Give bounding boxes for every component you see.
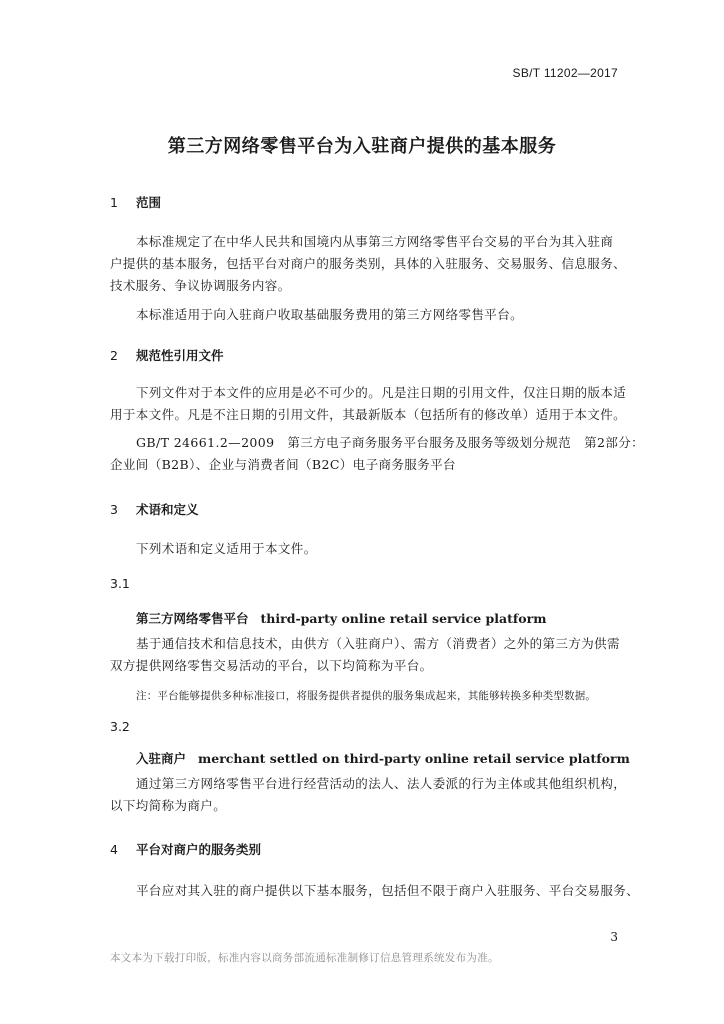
section-number: 4 bbox=[110, 842, 118, 857]
term-3-1 bbox=[136, 609, 546, 627]
term-name-zh: 入驻商户 bbox=[136, 751, 187, 766]
normative-reference bbox=[110, 432, 644, 476]
text-line: 技术服务、争议协调服务内容。 bbox=[110, 278, 291, 293]
term-3-1-number: 3.1 bbox=[110, 576, 130, 591]
term-3-2-definition bbox=[110, 773, 626, 817]
term-name-en: third-party online retail service platform bbox=[260, 611, 547, 626]
section-title: 术语和定义 bbox=[136, 502, 199, 517]
term-3-1-definition bbox=[110, 633, 620, 677]
text-line: 企业间（B2B）、企业与消费者间（B2C）电子商务服务平台 bbox=[110, 457, 456, 472]
section-3-paragraph-1: 下列术语和定义适用于本文件。 bbox=[136, 541, 317, 556]
standard-code: SB/T 11202—2017 bbox=[512, 66, 618, 80]
section-1-paragraph-1 bbox=[110, 231, 626, 297]
section-title: 平台对商户的服务类别 bbox=[136, 842, 262, 857]
term-3-2 bbox=[136, 749, 630, 767]
text-line: 用于本文件。凡是不注日期的引用文件，其最新版本（包括所有的修改单）适用于本文件。 bbox=[110, 407, 627, 422]
section-number: 2 bbox=[110, 348, 118, 363]
text-line: 基于通信技术和信息技术，由供方（入驻商户）、需方（消费者）之外的第三方为供需 bbox=[136, 636, 620, 651]
section-2-paragraph-1 bbox=[110, 382, 626, 426]
section-number: 1 bbox=[110, 195, 118, 210]
section-4-heading bbox=[110, 840, 261, 858]
section-1-paragraph-2: 本标准适用于向入驻商户收取基础服务费用的第三方网络零售平台。 bbox=[136, 307, 524, 322]
text-line: 双方提供网络零售交易活动的平台，以下均简称为平台。 bbox=[110, 658, 433, 673]
text-line: 本标准规定了在中华人民共和国境内从事第三方网络零售平台交易的平台为其入驻商 bbox=[136, 234, 614, 249]
section-3-heading bbox=[110, 500, 199, 518]
section-number: 3 bbox=[110, 502, 118, 517]
text-line: GB/T 24661.2—2009 第三方电子商务服务平台服务及服务等级划分规范 第2部分： bbox=[136, 435, 645, 450]
term-name-zh: 第三方网络零售平台 bbox=[136, 611, 249, 626]
section-2-heading bbox=[110, 346, 224, 364]
page-number: 3 bbox=[610, 930, 618, 944]
download-disclaimer: 本文本为下载打印版，标准内容以商务部流通标准制修订信息管理系统发布为准。 bbox=[110, 952, 499, 964]
term-3-1-note: 注：平台能够提供多种标准接口，将服务提供者提供的服务集成起来，其能够转换多种类型数据。 bbox=[136, 690, 597, 702]
document-title: 第三方网络零售平台为入驻商户提供的基本服务 bbox=[167, 136, 557, 157]
term-name-en: merchant settled on third-party online retail service platform bbox=[198, 751, 630, 766]
section-title: 范围 bbox=[136, 195, 162, 210]
section-1-heading bbox=[110, 193, 161, 211]
text-line: 通过第三方网络零售平台进行经营活动的法人、法人委派的行为主体或其他组织机构， bbox=[136, 776, 627, 791]
section-4-paragraph-1: 平台应对其入驻的商户提供以下基本服务，包括但不限于商户入驻服务、平台交易服务、 bbox=[136, 883, 640, 898]
section-title: 规范性引用文件 bbox=[136, 348, 224, 363]
text-line: 以下均简称为商户。 bbox=[110, 798, 227, 813]
text-line: 户提供的基本服务，包括平台对商户的服务类别，具体的入驻服务、交易服务、信息服务、 bbox=[110, 256, 627, 271]
text-line: 下列文件对于本文件的应用是必不可少的。凡是注日期的引用文件，仅注日期的版本适 bbox=[136, 385, 627, 400]
term-3-2-number: 3.2 bbox=[110, 719, 130, 734]
